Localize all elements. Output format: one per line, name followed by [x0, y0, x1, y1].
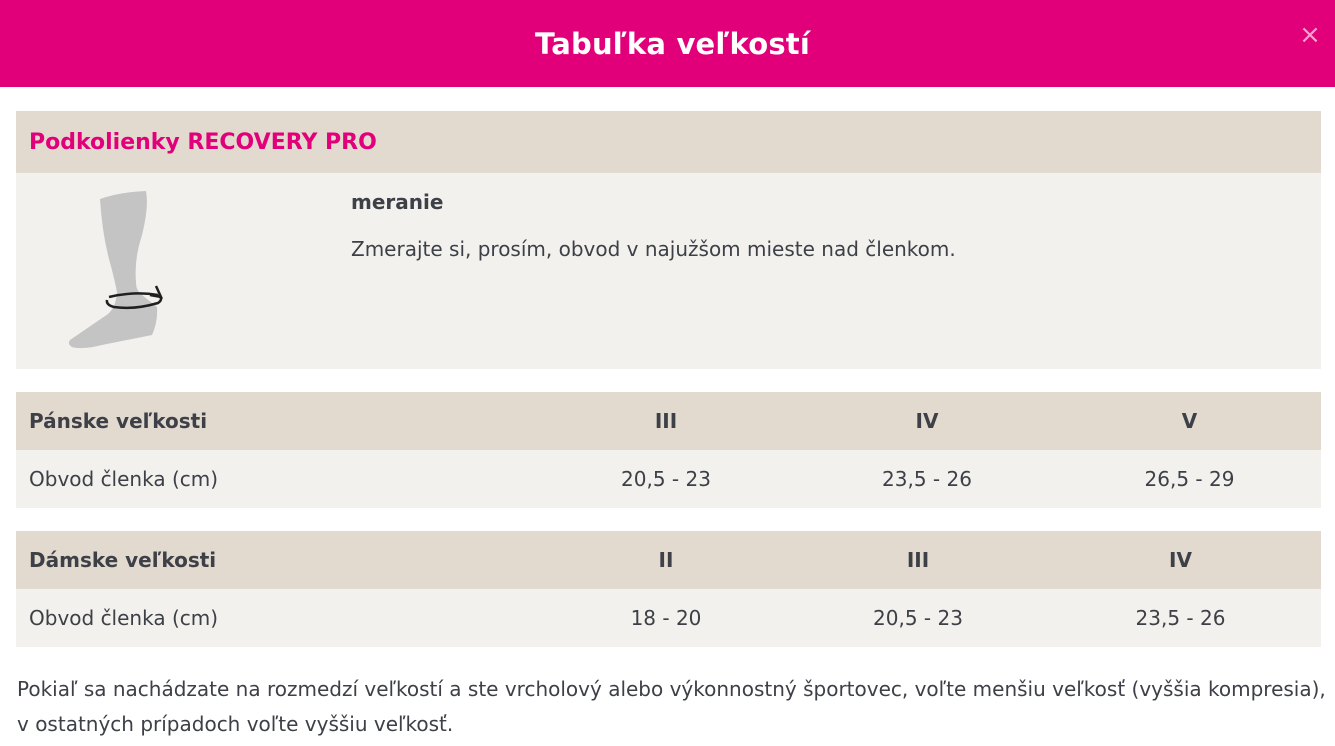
- row-label: Obvod členka (cm): [29, 606, 219, 630]
- product-body: [16, 173, 1321, 369]
- product-name: Podkolienky RECOVERY PRO: [29, 129, 377, 155]
- row-label: Obvod členka (cm): [29, 467, 219, 491]
- size-range-cell: 20,5 - 23: [621, 467, 711, 491]
- womens-size-col: III: [906, 548, 930, 572]
- table-row: [16, 450, 1321, 508]
- table-header-row: [16, 392, 1321, 450]
- size-advice-note: Pokiaľ sa nachádzate na rozmedzí veľkostí a ste vrcholový alebo výkonnostný športovec, voľte menšiu veľkosť (vyššia kompresia), v ostatných prípadoch voľte vyššiu veľkosť.: [17, 677, 1326, 736]
- leg-ankle-measure-icon: [64, 187, 194, 355]
- measure-title: meranie: [351, 190, 444, 214]
- size-range-cell: 18 - 20: [630, 606, 702, 630]
- close-icon[interactable]: ×: [1299, 20, 1321, 50]
- table-header-row: [16, 531, 1321, 589]
- womens-size-col: II: [658, 548, 674, 572]
- womens-size-table: [16, 531, 1321, 647]
- womens-size-col: IV: [1169, 548, 1192, 572]
- product-header: [16, 111, 1321, 173]
- mens-size-col: III: [654, 409, 678, 433]
- size-range-cell: 26,5 - 29: [1144, 467, 1235, 491]
- table-row: [16, 589, 1321, 647]
- womens-header: Dámske veľkosti: [29, 548, 217, 572]
- mens-header: Pánske veľkosti: [29, 409, 208, 433]
- modal-title: Tabuľka veľkostí: [534, 26, 811, 61]
- mens-size-table: [16, 392, 1321, 508]
- mens-size-col: V: [1181, 409, 1198, 433]
- mens-size-col: IV: [915, 409, 939, 433]
- modal-header: [0, 0, 1335, 87]
- measure-instruction: Zmerajte si, prosím, obvod v najužšom mieste nad členkom.: [351, 237, 956, 261]
- size-range-cell: 23,5 - 26: [882, 467, 972, 491]
- product-card: [16, 111, 1321, 369]
- size-range-cell: 23,5 - 26: [1135, 606, 1226, 630]
- size-range-cell: 20,5 - 23: [873, 606, 963, 630]
